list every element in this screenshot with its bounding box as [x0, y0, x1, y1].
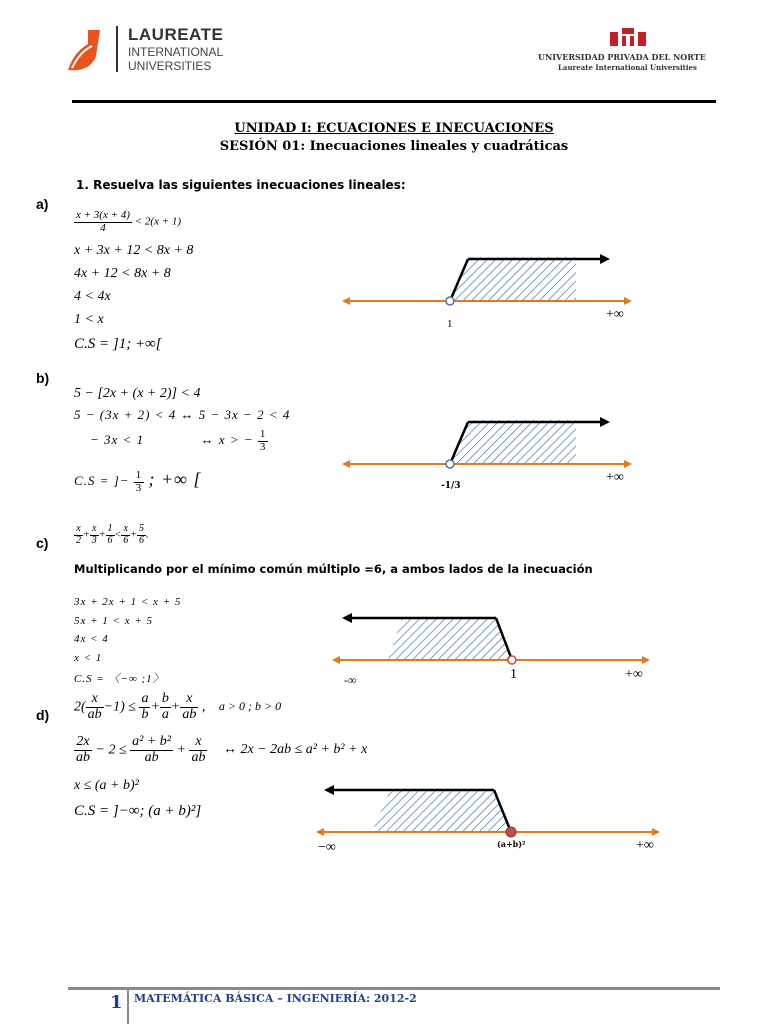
part-b-solution-set: C.S = ]− $\frac{1}{3}$ ; +∞ [ [74, 468, 202, 494]
part-c-number-line [330, 606, 660, 670]
part-b-step2: − 3x < 1 ↔ x > − $\frac{1}{3}$ [90, 428, 267, 453]
part-a-step3: 4 < 4x [74, 289, 111, 304]
part-b-inf-label: +∞ [606, 470, 624, 485]
laureate-leaf-icon [66, 28, 106, 72]
part-b-label: b) [36, 370, 50, 386]
upn-name: UNIVERSIDAD PRIVADA DEL NORTE [538, 52, 706, 62]
part-a-solution-set: C.S = ]1; +∞[ [74, 336, 162, 352]
part-d-step1: $\frac{2x}{ab}$ − 2 ≤ $\frac{\text{a² + b²}}{ab}$ + $\frac{x}{ab}$ ↔ 2x − 2ab ≤ a² + b² + x [76, 734, 368, 765]
part-d-label: d) [36, 707, 50, 723]
part-c-solution-set: C.S = 〈−∞ ;1〉 [74, 673, 165, 685]
part-b-step0: 5 − [2x + (x + 2)] < 4 [74, 386, 201, 401]
part-d-step3: x ≤ (a + b)² [74, 778, 139, 793]
part-c-inf-label: +∞ [625, 667, 643, 682]
part-c-step4: x < 1 [74, 652, 103, 664]
part-a-step2: 4x + 12 < 8x + 8 [74, 266, 171, 281]
part-c-point-label: 1 [510, 667, 517, 682]
footer-divider [127, 988, 129, 1024]
session-title: SESIÓN 01: Inecuaciones lineales y cuadráticas [219, 139, 569, 154]
page-number: 1 [110, 992, 123, 1013]
laureate-wordmark: LAUREATE INTERNATIONAL UNIVERSITIES [128, 25, 224, 73]
part-c-neg-inf-label: -∞ [344, 673, 357, 687]
part-d-inequality: 2( $\frac{x}{ab}$ −1) ≤ $\frac{a}{b}$ + $\frac{b}{a}$ + $\frac{x}{ab}$ , a > 0 ; b > 0 [74, 691, 282, 722]
header-rule [72, 100, 716, 103]
part-c-step1: 3x + 2x + 1 < x + 5 [74, 596, 182, 608]
part-a-step4: 1 < x [74, 312, 104, 327]
part-a-inf-label: +∞ [606, 307, 624, 322]
upn-subtitle: Laureate International Universities [558, 63, 697, 72]
footer-rule [68, 987, 720, 990]
part-a-point-label: 1 [447, 318, 453, 330]
footer-course: MATEMÁTICA BÁSICA – INGENIERÍA: 2012-2 [134, 992, 417, 1005]
part-c-open-point [508, 656, 516, 664]
part-d-condition: a > 0 ; b > 0 [218, 699, 282, 714]
part-a-open-point [446, 297, 454, 305]
part-c-step3: 4x < 4 [74, 633, 109, 645]
part-b-number-line [340, 410, 640, 480]
part-d-point-label: (a+b)² [497, 839, 526, 849]
part-d-solution-set: C.S = ]−∞; (a + b)²] [74, 803, 202, 819]
part-d-closed-point [506, 827, 516, 837]
unit-title: UNIDAD I: ECUACIONES E INECUACIONES [234, 121, 554, 136]
part-b-point-label: -1/3 [441, 481, 461, 491]
part-d-neg-inf-label: −∞ [318, 840, 336, 855]
upn-emblem-icon [608, 28, 648, 48]
part-c-inequality: $\frac{x}{2}$ + $\frac{x}{3}$ + $\frac{1}{6}$ < $\frac{x}{6}$ + $\frac{5}{6}$ . [76, 523, 149, 546]
part-a-label: a) [36, 196, 49, 212]
part-a-inequality: $\frac{x + 3(x + 4)}{4}$ < 2(x + 1) [76, 209, 181, 234]
upn-logo [528, 28, 728, 76]
part-a-step1: x + 3x + 12 < 8x + 8 [74, 243, 194, 258]
part-b-step1: 5 − (3x + 2) < 4 ↔ 5 − 3x − 2 < 4 [74, 407, 291, 422]
part-c-step2: 5x + 1 < x + 5 [74, 615, 154, 627]
part-c-note: Multiplicando por el mínimo común múltiplo =6, a ambos lados de la inecuación [74, 562, 593, 576]
part-a-number-line [340, 245, 640, 320]
laureate-logo [66, 25, 236, 76]
part-d-number-line [312, 778, 672, 842]
part-d-inf-label: +∞ [636, 838, 654, 853]
exercise-heading: 1. Resuelva las siguientes inecuaciones lineales: [76, 178, 406, 192]
part-c-label: c) [36, 535, 49, 551]
part-b-open-point [446, 460, 454, 468]
